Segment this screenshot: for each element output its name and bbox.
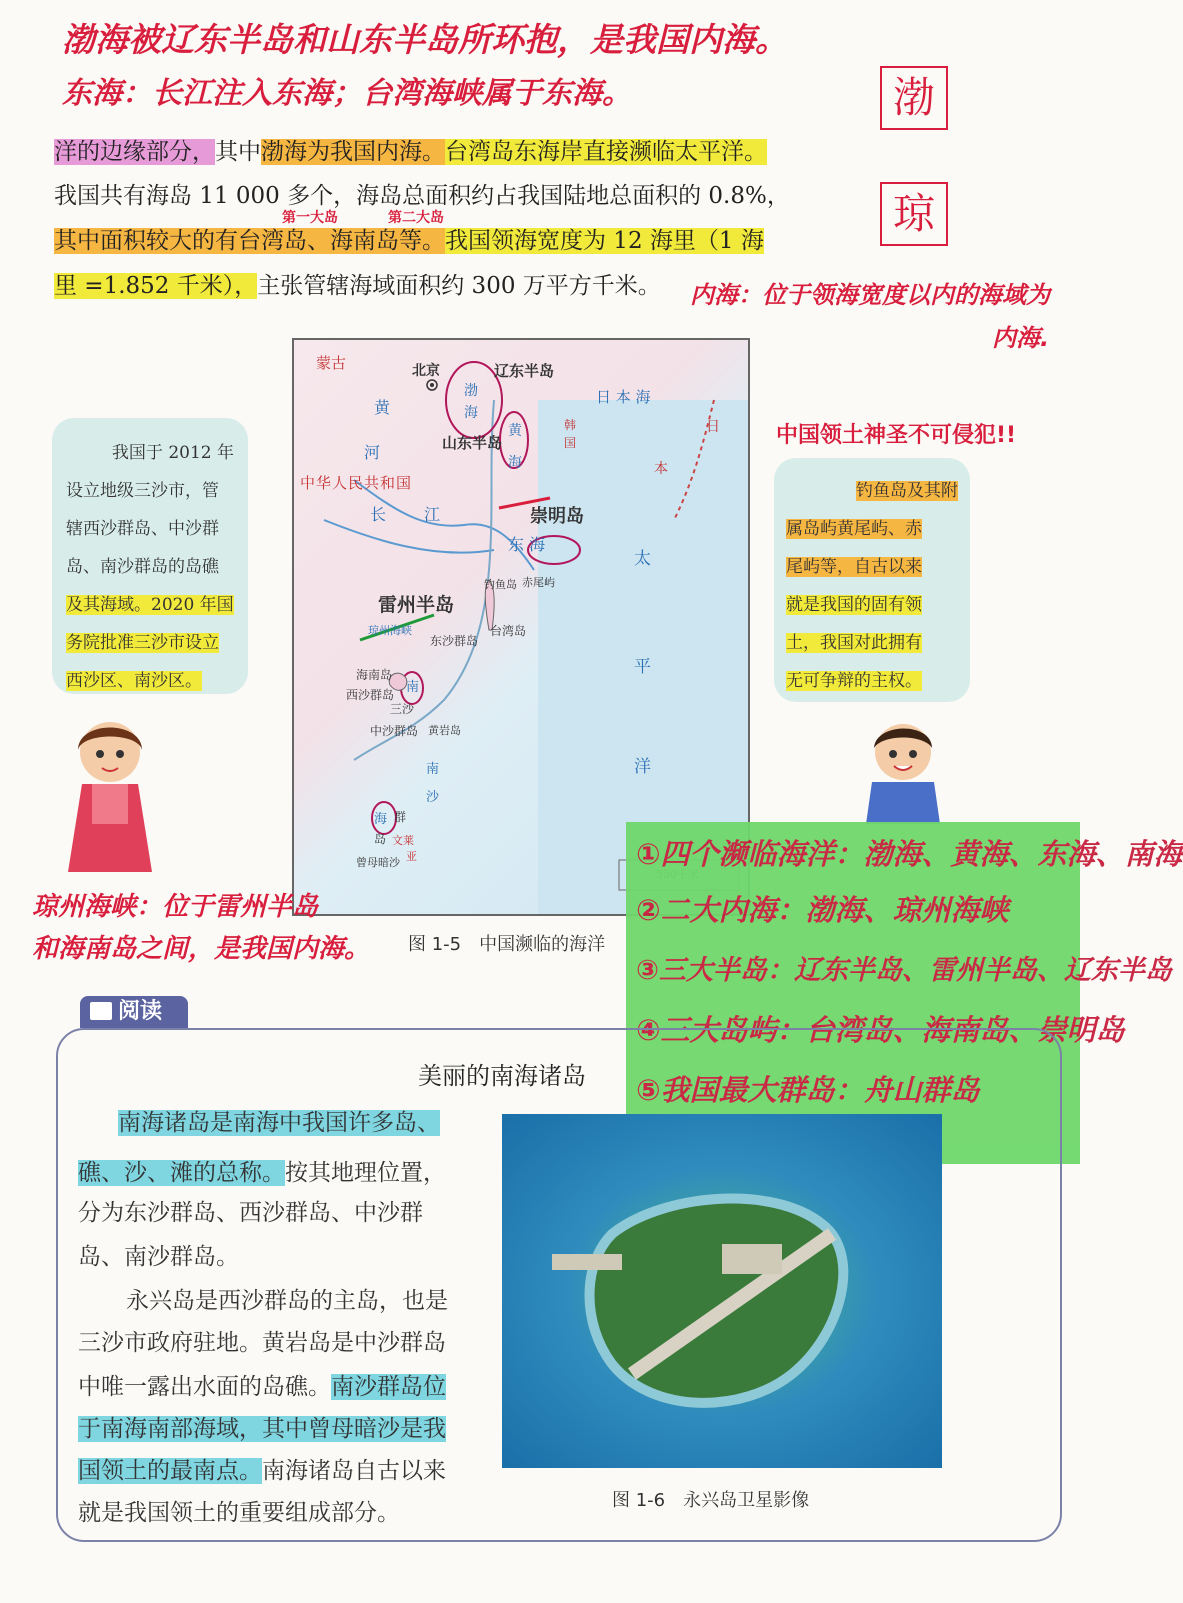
annotation-second-island: 第二大岛 (388, 210, 444, 226)
book-icon (90, 1002, 112, 1020)
map-label-leizhou: 雷州半岛 (378, 594, 455, 616)
sticky-line-3: ③三大半岛：辽东半岛、雷州半岛、辽东半岛 (636, 955, 1172, 986)
map-label-dongsha: 东沙群岛 (430, 634, 479, 648)
girl-illustration (52, 712, 172, 882)
bubble-line: 属岛屿黄尾屿、赤 (786, 519, 922, 539)
map-label-qun: 群 (394, 810, 407, 824)
map-label-donghai: 东 海 (508, 535, 546, 554)
map-label-chang: 长 (370, 505, 387, 524)
reading-line: 就是我国领土的重要组成部分。 (78, 1500, 400, 1526)
highlight-text: 渤海为我国内海。 (261, 139, 445, 165)
map-label-mongolia: 蒙古 (316, 354, 347, 372)
bubble-line: 土，我国对此拥有 (786, 633, 922, 653)
reading-line: 永兴岛是西沙群岛的主岛，也是 (126, 1288, 448, 1314)
map-label-prc: 中华人民共和国 (300, 474, 413, 492)
reading-line: 于南海南部海域，其中曾母暗沙是我 (78, 1416, 446, 1442)
note-qiongzhou-2: 和海南岛之间，是我国内海。 (32, 934, 371, 964)
map-label-jiang: 江 (424, 505, 441, 524)
island-shape (502, 1114, 942, 1468)
reading-tag: 阅读 (80, 996, 188, 1028)
map-label-yellow-river: 黄 (374, 398, 391, 417)
bubble-line: 辖西沙群岛、中沙群 (66, 519, 219, 539)
reading-line: 岛、南沙群岛。 (78, 1244, 239, 1270)
bubble-line: 无可争辩的主权。 (786, 671, 922, 691)
bubble-line: 及其海域。2020 年国 (66, 595, 234, 615)
reading-line: 中唯一露出水面的岛礁。南沙群岛位 (78, 1374, 446, 1400)
map-label-huangyan: 黄岩岛 (428, 724, 461, 737)
sticky-line-2: ②二大内海：渤海、琼州海峡 (636, 893, 1009, 927)
map-label-huanghai-1: 黄 (508, 423, 522, 439)
map-label-nanhai-2: 南 (426, 762, 440, 777)
reading-line: 礁、沙、滩的总称。按其地理位置， (78, 1160, 446, 1186)
map-label-japan-sea: 日 本 海 (596, 388, 651, 406)
bubble-line: 设立地级三沙市，管 (66, 481, 219, 501)
map-label-bohai-1: 渤 (464, 383, 478, 399)
map-label-ping: 平 (634, 657, 651, 677)
body-line-1 (54, 137, 767, 167)
map-label-ya: 亚 (406, 850, 417, 863)
reading-line: 三沙市政府驻地。黄岩岛是中沙群岛 (78, 1330, 446, 1356)
info-bubble-diaoyu (774, 458, 970, 702)
highlight-text: 洋的边缘部分， (54, 139, 215, 165)
map-label-sansha: 三沙 (390, 702, 415, 716)
reading-title: 美丽的南海诸岛 (418, 1062, 586, 1090)
photo-caption: 图 1-6 永兴岛卫星影像 (612, 1490, 810, 1511)
body-text: 主张管辖海域面积约 300 万平方千米。 (257, 273, 661, 299)
info-bubble-sansha (52, 418, 248, 694)
boy-illustration (848, 714, 958, 824)
highlight-text: 台湾岛东海岸直接濒临太平洋。 (445, 139, 767, 165)
note-territory: 中国领土神圣不可侵犯!! (776, 423, 1017, 448)
bubble-line: 就是我国的固有领 (786, 595, 922, 615)
map-label-shandong: 山东半岛 (442, 434, 503, 452)
map-label-hainan: 海南岛 (356, 668, 393, 682)
map-label-river: 河 (364, 443, 381, 462)
map-label-nanhai-3: 海 (374, 812, 388, 827)
bubble-line: 西沙区、南沙区。 (66, 671, 202, 691)
map-label-japan-2: 本 (654, 461, 668, 477)
bubble-line: 务院批准三沙市设立 (66, 633, 219, 653)
highlight-text: 我国领海宽度为 12 海里（1 海 (445, 228, 764, 254)
char-box-qiong: 琼 (880, 182, 948, 246)
map-label-huanghai-2: 海 (508, 455, 522, 471)
map-label-brunei: 文莱 (392, 834, 414, 847)
map-label-chongming: 崇明岛 (530, 506, 584, 527)
map-label-tai: 太 (634, 549, 651, 569)
body-line-3 (54, 226, 764, 256)
reading-line: 分为东沙群岛、西沙群岛、中沙群 (78, 1200, 423, 1226)
reading-line: 南海诸岛是南海中我国许多岛、 (118, 1110, 440, 1136)
bubble-line: 尾屿等，自古以来 (786, 557, 922, 577)
sticky-line-4: ④三大岛屿：台湾岛、海南岛、崇明岛 (636, 1013, 1125, 1047)
body-text: 其中 (215, 139, 261, 165)
sticky-line-1: ①四个濒临海洋：渤海、黄海、东海、南海 (636, 837, 1183, 871)
map-label-qiongzhou: 琼州海峡 (368, 624, 412, 637)
bubble-line: 岛、南沙群岛的岛礁 (66, 557, 219, 577)
map-caption: 图 1-5 中国濒临的海洋 (408, 934, 606, 955)
note-inner-sea: 内海：位于领海宽度以内的海域为 (690, 281, 1050, 309)
map-label-bohai-2: 海 (464, 405, 478, 421)
map-label-liaodong: 辽东半岛 (494, 362, 555, 380)
note-inner-sea-end: 内海. (992, 324, 1050, 352)
map-label-diaoyu: 钓鱼岛 (484, 578, 517, 591)
char-box-bo: 渤 (880, 66, 948, 130)
sticky-line-5: ⑤我国最大群岛：舟山群岛 (636, 1073, 980, 1107)
body-line-4 (54, 271, 661, 301)
map-label-taiwan: 台湾岛 (490, 624, 527, 638)
map-label-beijing: 北京 (412, 363, 440, 379)
annotation-first-island: 第一大岛 (282, 210, 338, 226)
map-label-zengmu: 曾母暗沙 (356, 856, 400, 869)
map-label-dao: 岛 (374, 832, 387, 846)
yongxing-island-photo (502, 1114, 942, 1468)
map-label-korea-2: 国 (564, 436, 577, 450)
note-donghai: 东海：长江注入东海；台湾海峡属于东海。 (62, 76, 632, 111)
map-label-yang: 洋 (634, 757, 651, 777)
map-label-sha: 沙 (426, 790, 440, 805)
map-label-xisha: 西沙群岛 (346, 688, 395, 702)
map-label-japan-1: 日 (706, 419, 720, 435)
bubble-line: 我国于 2012 年 (111, 443, 234, 463)
reading-line: 国领土的最南点。南海诸岛自古以来 (78, 1458, 446, 1484)
note-bohai: 渤海被辽东半岛和山东半岛所环抱，是我国内海。 (62, 20, 788, 59)
map-label-korea-1: 韩 (564, 418, 577, 432)
map-label-zhongsha: 中沙群岛 (370, 724, 419, 738)
highlight-text: 其中面积较大的有台湾岛、海南岛等。 (54, 228, 445, 254)
map-label-nanhai-1: 南 (406, 680, 420, 695)
body-line-2: 我国共有海岛 11 000 多个，海岛总面积约占我国陆地总面积的 0.8%， (54, 183, 790, 209)
highlight-text: 里 =1.852 千米）， (54, 273, 258, 299)
map-label-chiwei: 赤尾屿 (522, 576, 555, 589)
bubble-line: 钓鱼岛及其附 (856, 481, 958, 501)
note-qiongzhou-1: 琼州海峡：位于雷州半岛 (32, 892, 319, 922)
